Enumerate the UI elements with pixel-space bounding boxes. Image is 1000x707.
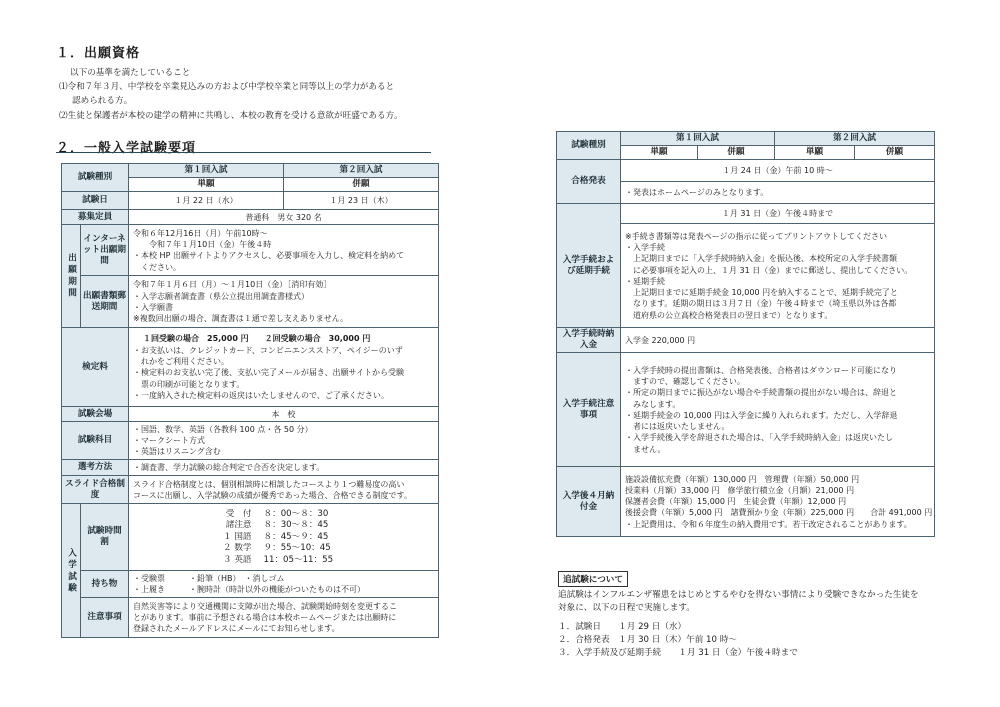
makeup-text-line: 対象に、以下の日程で実施します。 [558,603,695,613]
timetable-time: ９：55～10：45 [263,543,331,554]
selection-value: ・調査書、学力試験の総合判定で合否を決定します。 [129,460,439,476]
timetable-time: ８：45～９：45 [263,531,329,542]
april-payment-line: 保護者会費（年額）15,000 円 生徒会費（年額）12,000 円 [625,497,847,507]
timetable-row [223,555,333,567]
announcement-date: １月 24 日（金）午前 10 時～ [621,160,935,182]
slide-pass-cell [129,476,439,504]
section2-title: ２．一般入学試験要項 [56,141,197,156]
round1-header: 第１回入試 [621,132,775,146]
procedure-line: なります。延期の期日は３月７日（金）午後４時まで（埼玉県以外は各都 [625,299,897,309]
announcement-note: ・発表はホームページのみとなります。 [621,182,935,204]
slide-pass-line: スライド合格制度とは、個別相談時に相談したコースより１つ難易度の高い [133,479,405,489]
makeup-schedule-item: ３．入学手続及び延期手続 １月 31 日（金）午後４時まで [558,648,798,658]
procedure-note-line: ・所定の期日までに振込がない場合や手続書類の提出がない場合は、辞退と [625,388,897,398]
internet-line: ・本校 HP 出願サイトよりアクセスし、必要事項を入力し、検定料を納めて [133,251,405,261]
procedure-note-line: ますので、確認してください。 [625,376,745,386]
procedure-line: ・入学手続 [625,242,665,252]
fee-line: ・検定料のお支払い完了後、支払い完了メールが届き、出願サイトから受験 [133,368,404,378]
venue-label: 試験会場 [62,407,129,422]
april-payment-line: ・上記費用は、令和６年度生の納入費用です。若干改定されることがあります。 [625,519,912,529]
april-payment-line: 施設設備拡充費（年額）130,000 円 管理費（年額）50,000 円 [625,474,860,484]
exam-date-round1: １月 22 日（水） [129,192,284,210]
slide-pass-label: スライド合格制度 [62,476,129,504]
procedure-deadline: １月 31 日（金）午後４時まで [621,204,935,224]
fee-line: 票の印刷が可能となります。 [133,379,245,389]
april-payment-label: 入学後４月納付金 [557,467,621,537]
procedure-note-line: ・入学手続後入学を辞退された場合は、「入学手続時納入金」は返戻いたし [625,433,893,443]
subjects-cell [129,422,439,460]
general-exam-table [61,163,439,638]
timetable-item: ３ 英語 [223,554,252,565]
procedure-note-line: みなします。 [625,399,681,409]
qualification-item-2: ⑵生徒と保護者が本校の建学の精神に共鳴し、本校の教育を受ける意欲が旺盛である方。 [59,111,403,121]
payment-label: 入学手続時納入金 [557,328,621,353]
makeup-exam-title: 追試験について [558,571,628,587]
exam-date-label: 試験日 [62,192,129,210]
selection-label: 選考方法 [62,460,129,476]
exam-date-round2: １月 23 日（木） [284,192,439,210]
timetable-label: 試験時間割 [81,504,129,571]
procedure-note-line: ・入学手続時の提出書類は、合格発表後、合格者はダウンロード可能になり [625,365,897,375]
timetable-item: 諸注意 [225,520,252,531]
exam-type-header: 試験種別 [62,164,129,192]
internet-period-cell [129,225,439,276]
internet-period-label: インターネット出願期間 [81,225,129,276]
procedures-table [556,131,935,537]
venue-value: 本 校 [129,407,439,422]
timetable-row [223,532,333,544]
payment-value: 入学金 220,000 円 [621,328,935,353]
mail-line: 令和７年１月６日（月）～１月10日（金）［消印有効］ [133,280,332,290]
round2-header: 第２回入試 [284,164,439,178]
notes-line: 自然災害等により交通機関に支障が出た場合、試験開始時刻を変更するこ [133,601,398,611]
section1-intro: 以下の基準を満たしていること [70,68,191,78]
mail-line: ※複数回出願の場合、調査書は１通で差し支えありません。 [133,314,349,324]
notes-line: 登録されたメールアドレスにメールにてお知らせします。 [133,624,340,634]
subjects-line: ・英語はリスニング含む [133,447,221,457]
mail-line: ・入学志願者調査書（県公立提出用調査書様式） [133,291,310,301]
exam-type-header: 試験種別 [557,132,621,160]
capacity-label: 募集定員 [62,210,129,225]
subjects-line: ・マークシート方式 [133,436,206,446]
notes-label: 注意事項 [81,598,129,638]
round2-combined-header: 併願 [855,146,935,160]
procedure-line: 上記期日までに「入学手続時納入金」を振込後、本校所定の入学手続書類 [625,254,897,264]
april-payment-line: 授業料（月額）33,000 円 修学旅行積立金（月額）21,000 円 [625,485,855,495]
slide-pass-line: コースに出願し、入学試験の成績が優秀であった場合、合格できる制度です。 [133,490,412,500]
makeup-text-line: 追試験はインフルエンザ罹患をはじめとするやむを得ない事情により受験できなかった生徒を [558,590,919,600]
entrance-exam-label: 入学試験 [66,547,77,594]
procedure-label: 入学手続および延期手続 [557,204,621,328]
internet-line: 令和６年12月16日（月）午前10時～ [133,228,268,238]
procedure-notes-cell [621,353,935,467]
april-payment-line: 後援会費（年額）5,000 円 諸費預かり金（年額）225,000 円 合計 491,000 円 [625,508,933,518]
qualification-item-1-cont: 認められる方。 [72,96,133,106]
fee-line: れかをご利用ください。 [133,357,230,366]
belongings-label: 持ち物 [81,571,129,598]
procedure-note-line: ・延期手続金の 10,000 円は入学金に繰り入れられます。ただし、入学辞退 [625,410,898,420]
fee-cell [129,328,439,407]
timetable-cell [129,504,439,571]
procedure-cell [621,224,935,328]
mail-period-label: 出願書類郵送期間 [81,276,129,328]
fee-line: ・お支払いは、クレジットカード、コンビニエンスストア、ペイジーのいず [133,345,403,355]
makeup-schedule-item: ２．合格発表 １月 30 日（木）午前 10 時～ [558,635,737,645]
timetable-time: ８：00～８：30 [263,508,329,519]
procedure-line: 上記期日までに延期手続金 10,000 円を納入することで、延期手続完了と [625,288,898,298]
fee-label: 検定料 [62,328,129,407]
timetable-item: 受 付 [225,508,252,519]
subjects-line: ・国語、数学、英語（各教科 100 点・各 50 分） [133,424,313,434]
round2-single-header: 単願 [775,146,855,160]
timetable-item: １ 国語 [223,531,252,542]
notes-cell [129,598,439,638]
mail-line: ・入学願書 [133,302,174,312]
procedure-notes-label: 入学手続注意事項 [557,353,621,467]
round1-single-header: 単願 [621,146,698,160]
application-period-label: 出願期間 [66,253,77,300]
procedure-line: ・延期手続 [625,276,665,286]
makeup-schedule-item: １．試験日 １月 29 日（水） [558,622,687,632]
mail-period-cell [129,276,439,328]
timetable [223,509,333,567]
single-application-header: 単願 [129,178,284,192]
notes-line: とがあります。事前に予想される場合は本校ホームページまたは出願時に [133,613,397,623]
belongings-line: ・上履き ・腕時計（時計以外の機能がついたものは不可） [133,585,366,595]
capacity-value: 普通科 男女 320 名 [129,210,439,225]
round1-combined-header: 併願 [698,146,775,160]
april-payment-cell [621,467,935,537]
procedure-note-line: ません。 [625,444,666,454]
round1-header: 第１回入試 [129,164,284,178]
procedure-line: ※手続き書類等は発表ページの指示に従ってプリントアウトしてください [625,231,887,241]
section2-underline [56,152,431,153]
timetable-row [223,520,333,532]
procedure-line: に必要事項を記入の上、１月 31 日（金）までに郵送し、提出してください。 [625,265,913,275]
fee-line: ・一度納入された検定料の返戻はいたしませんので、ご了承ください。 [133,390,389,400]
procedure-line: 道府県の公立高校合格発表日の翌日まで）となります。 [625,310,833,320]
internet-line: ください。 [133,262,182,272]
qualification-item-1: ⑴令和７年３月、中学校を卒業見込みの方および中学校卒業と同等以上の学力があると [59,82,395,92]
belongings-line: ・受験票 ・鉛筆（HB） ・消しゴム [133,574,285,583]
timetable-time: ８：30～８：45 [263,520,329,531]
timetable-row [223,543,333,555]
fee-amounts: １回受験の場合 25,000 円 ２回受験の場合 30,000 円 [143,334,371,344]
belongings-cell [129,571,439,598]
subjects-label: 試験科目 [62,422,129,460]
procedure-note-line: 者には返戻いたしません。 [625,422,730,432]
timetable-row [223,509,333,521]
timetable-time: 11：05～11：55 [263,554,334,565]
timetable-item: ２ 数学 [223,543,252,554]
round2-header: 第２回入試 [775,132,935,146]
announcement-label: 合格発表 [557,160,621,204]
combined-application-header: 併願 [284,178,439,192]
section1-title: １．出願資格 [56,46,141,61]
internet-line: 令和７年１月10日（金）午後４時 [133,240,272,249]
